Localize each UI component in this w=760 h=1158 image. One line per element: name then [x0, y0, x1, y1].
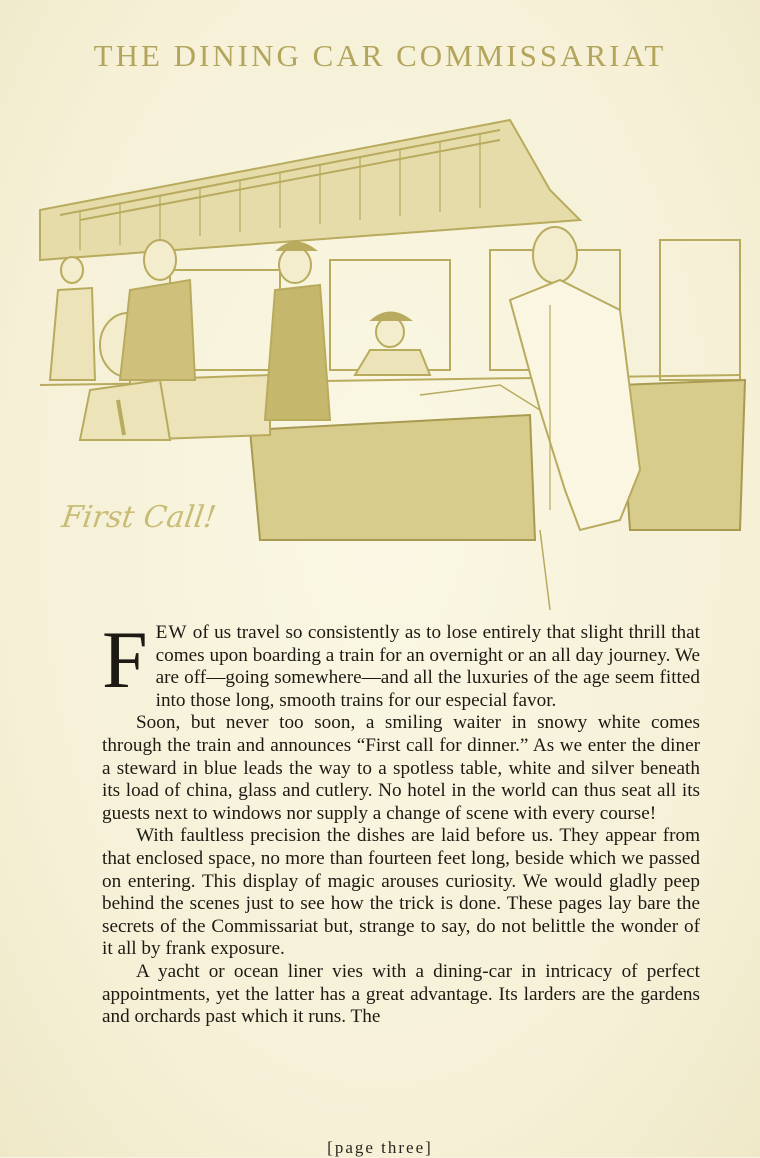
paragraph-4: A yacht or ocean liner vies with a dining-car in intricacy of perfect appointments, yet the latter has a great advantage. Its larders are the gardens and orchards past which it runs. The	[102, 960, 700, 1028]
paragraph-3: With faultless precision the dishes are laid before us. They appear from that enclosed space, no more than fourteen feet long, beside which we passed on entering. This display of magic arouses curiosity. We would gladly peep behind the scenes just to see how the trick is done. These pages lay bare the secrets of the Commissariat but, strange to say, do not belittle the wonder of it all by frank exposure.	[102, 825, 700, 960]
first-word-caps: EW	[155, 622, 188, 643]
drop-cap: F	[102, 614, 148, 705]
article-body	[102, 614, 700, 1029]
page-title: THE DINING CAR COMMISSARIAT	[93, 38, 667, 73]
paragraph-1	[102, 614, 700, 712]
dining-car-illustration	[20, 110, 750, 610]
paragraph-1-text: of us travel so consistently as to lose entirely that slight thrill that comes upon boarding a train for an overnight or an all day journey. We are off—going somewhere—and all the luxuries of the age seem fitted into those long, smooth trains for our especial favor.	[155, 622, 700, 711]
illustration-caption: First Call!	[59, 500, 219, 535]
paragraph-2: Soon, but never too soon, a smiling waiter in snowy white comes through the train and announces “First call for dinner.” As we enter the diner a steward in blue leads the way to a spotless table, white and silver beneath its load of china, glass and cutlery. No hotel in the world can thus seat all its guests next to windows nor supply a change of scene with every course!	[102, 712, 700, 824]
page-number-footer: [page three]	[327, 1138, 433, 1157]
